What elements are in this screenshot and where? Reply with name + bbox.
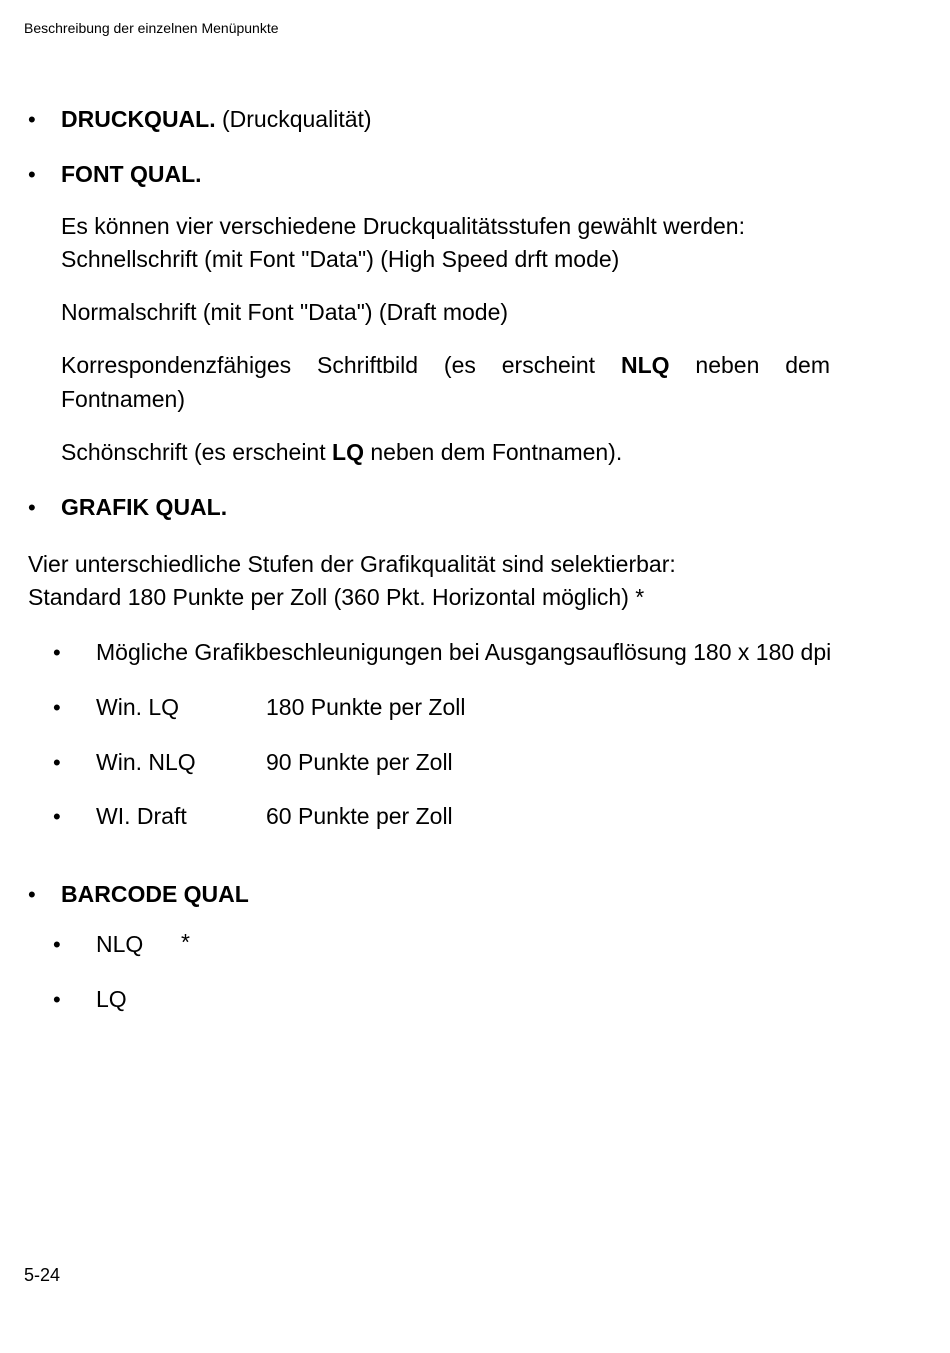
barcode-sub-1-mark: * bbox=[181, 929, 190, 955]
grafik-sub-3-value: 90 Punkte per Zoll bbox=[266, 749, 453, 775]
grafik-line-1: Vier unterschiedliche Stufen der Grafikqualität sind selektierbar: bbox=[28, 551, 676, 577]
bullet-icon: • bbox=[53, 695, 61, 720]
font-line-4-pre: Korrespondenzfähiges Schriftbild (es erscheint bbox=[61, 352, 621, 378]
bullet-icon: • bbox=[53, 932, 61, 957]
item-druckqual-label: DRUCKQUAL. bbox=[61, 106, 216, 132]
grafik-sub-3-name: Win. NLQ bbox=[96, 749, 196, 775]
bullet-icon: • bbox=[28, 107, 36, 132]
bullet-icon: • bbox=[53, 987, 61, 1012]
page-number: 5-24 bbox=[24, 1265, 61, 1285]
bullet-icon: • bbox=[53, 750, 61, 775]
bullet-icon: • bbox=[28, 162, 36, 187]
grafik-sub-2-name: Win. LQ bbox=[96, 694, 180, 720]
font-line-4 bbox=[61, 349, 830, 382]
font-line-2: Schnellschrift (mit Font "Data") (High Speed drft mode) bbox=[61, 246, 620, 272]
item-grafikqual-label: GRAFIK QUAL. bbox=[61, 494, 228, 520]
bullet-icon: • bbox=[28, 882, 36, 907]
grafik-line-2: Standard 180 Punkte per Zoll (360 Pkt. Horizontal möglich) * bbox=[28, 584, 645, 610]
bullet-icon: • bbox=[53, 640, 61, 665]
font-line-1: Es können vier verschiedene Druckqualitätsstufen gewählt werden: bbox=[61, 213, 745, 239]
barcode-sub-2: LQ bbox=[96, 986, 127, 1012]
bullet-icon: • bbox=[28, 495, 36, 520]
grafik-sub-4-name: WI. Draft bbox=[96, 803, 187, 829]
grafik-sub-1: Mögliche Grafikbeschleunigungen bei Ausgangsauflösung 180 x 180 dpi bbox=[96, 639, 832, 665]
barcode-sub-1: NLQ bbox=[96, 931, 144, 957]
font-line-6-post: neben dem Fontnamen). bbox=[363, 439, 623, 465]
item-barcodequal-label: BARCODE QUAL bbox=[61, 881, 249, 907]
item-druckqual-desc: (Druckqualität) bbox=[215, 106, 372, 132]
item-druckqual bbox=[61, 103, 372, 136]
font-line-6 bbox=[61, 436, 622, 469]
font-line-6-pre: Schönschrift (es erscheint bbox=[61, 439, 333, 465]
grafik-sub-4-value: 60 Punkte per Zoll bbox=[266, 803, 453, 829]
item-fontqual-label: FONT QUAL. bbox=[61, 161, 202, 187]
font-line-5: Fontnamen) bbox=[61, 386, 186, 412]
font-line-4-nlq: NLQ bbox=[620, 352, 670, 378]
grafik-sub-2-value: 180 Punkte per Zoll bbox=[266, 694, 466, 720]
font-line-3: Normalschrift (mit Font "Data") (Draft mode) bbox=[61, 299, 509, 325]
font-line-6-lq: LQ bbox=[332, 439, 364, 465]
bullet-icon: • bbox=[53, 804, 61, 829]
running-header: Beschreibung der einzelnen Menüpunkte bbox=[24, 20, 279, 36]
font-line-4-post: neben dem bbox=[669, 352, 831, 378]
